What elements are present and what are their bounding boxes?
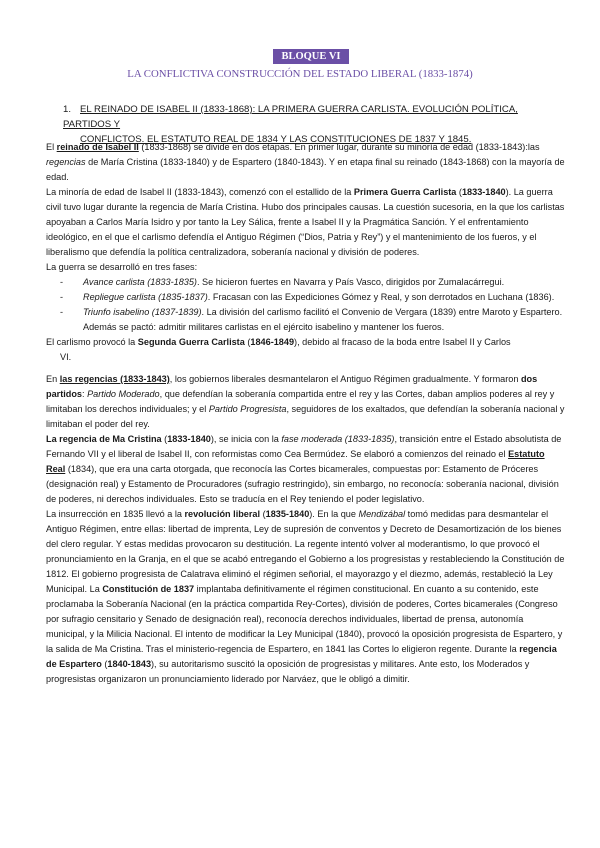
document-body — [46, 140, 566, 687]
block-title: LA CONFLICTIVA CONSTRUCCIÓN DEL ESTADO LIBERAL (1833-1874) — [127, 68, 473, 80]
phases-list — [46, 275, 566, 335]
list-item: - Repliegue carlista (1835-1837). Fracasan con las Expediciones Gómez y Real, y son derrotados en Luchana (1836). — [76, 290, 566, 305]
section-heading-line-2: CONFLICTOS. EL ESTATUTO REAL DE 1834 Y LAS CONSTITUCIONES DE 1837 Y 1845. — [80, 134, 472, 145]
list-item: - Triunfo isabelino (1837-1839). La división del carlismo facilitó el Convenio de Vergara (1839) entre Maroto y Espartero. Además se pactó: admitir militares carlistas en el ejército isabelino y mantener los fueros. — [76, 305, 566, 335]
paragraph-regencias: En las regencias (1833-1843), los gobiernos liberales desmantelaron el Antiguo Régimen gradualmente. Y formaron dos partidos: Partido Moderado, que defendían la soberanía compartida entre el rey y las Cortes, daban amplios poderes al rey y limitaban los derechos individuales; y el Partido Progresista, seguidores de los exaltados, que defendían la soberanía nacional y limitaban el poder del rey. — [46, 374, 565, 429]
paragraph-regencia-cristina: La regencia de Ma Cristina (1833-1840), se inicia con la fase moderada (1833-1835), transición entre el Estado absolutista de Fernando VII y el liberal de Isabel II, con reformistas como Cea Bermúdez. Se elaboró a comienzos del reinado el Estatuto Real (1834), que era una carta otorgada, que reconocía las Cortes bicamerales, compuestas por: Estamento de Próceres (designación real) y Estamento de Procuradores (sufragio restringido), sin embargo, no reconocía: soberanía nacional, división de poderes, ni derechos individuales. Esto se traducía en el Rey teniendo el poder legislativo. — [46, 434, 562, 504]
paragraph-segunda-guerra: El carlismo provocó la Segunda Guerra Carlista (1846-1849), debido al fracaso de la boda entre Isabel II y Carlos VI. — [46, 337, 511, 362]
paragraph-reinado: El reinado de Isabel II (1833-1868) se divide en dos etapas. En primer lugar, durante su minoría de edad (1833-1843):las regencias de María Cristina (1833-1840) y de Espartero (1840-1843). Y en etapa final su reinado (1843-1868) con la mayoría de edad. — [46, 142, 565, 182]
section-heading-line-1: 1. EL REINADO DE ISABEL II (1833-1868): LA PRIMERA GUERRA CARLISTA. EVOLUCIÓN POLÍTICA, PARTIDOS Y — [63, 104, 518, 130]
list-item: - Avance carlista (1833-1835). Se hicieron fuertes en Navarra y País Vasco, dirigidos por Zumalacárregui. — [76, 275, 566, 290]
paragraph-primera-guerra: La minoría de edad de Isabel II (1833-1843), comenzó con el estallido de la Primera Guerra Carlista (1833-1840). La guerra civil tuvo lugar durante la regencia de María Cristina. Hubo dos principales causas. La cuestión sucesoria, en la que los carlistas apoyaban a Carlos María Isidro y por tanto la Ley Sálica, frente a Isabel II y la Pragmática Sanción. Y el enfrentamiento ideológico, en el que el carlismo defendía el Antiguo Régimen (“Dios, Patria y Rey”) y el mantenimiento de los fueros, y el liberalismo que defendía la política centralizadora, soberanía nacional y división de poderes. — [46, 187, 565, 257]
paragraph-fases-intro: La guerra se desarrolló en tres fases: — [46, 262, 198, 272]
block-badge: BLOQUE VI — [273, 49, 349, 64]
paragraph-revolucion-liberal: La insurrección en 1835 llevó a la revolución liberal (1835-1840). En la que Mendizábal tomó medidas para desmantelar el Antiguo Régimen, entre ellas: libertad de imprenta, Ley de supresión de conventos y Decreto de Desamortización de los bienes del clero regular. Y estas medidas provocaron su destitución. La regente intentó volver al moderantismo, lo que provocó el pronunciamiento en la Granja, en el que se acabó entregando el Gobierno a los progresistas y restableciendo la Constitución de 1812. El gobierno progresista de Calatrava eliminó el régimen señorial, el mayorazgo y el diezmo, además, restableció la Ley Municipal. La Constitución de 1837 implantaba definitivamente el régimen constitucional. En cuanto a su contenido, este proclamaba la Soberanía Nacional (en la práctica compartida Rey-Cortes), división de poderes, Cortes bicamerales (Congreso por sufragio censitario y Senado de designación real), reconocía derechos individuales, libertad de prensa, autonomía municipal, y la Milicia Nacional. El intento de modificar la Ley Municipal (1840), provocó la oposición progresista de Espartero, y la salida de Ma Cristina. Tras el ministerio-regencia de Espartero, en 1841 las Cortes lo eligieron regente. Durante la regencia de Espartero (1840-1843), su autoritarismo suscitó la oposición de progresistas y militares. Ante esto, los Moderados y progresistas organizaron un pronunciamiento liderado por Narváez, que le obligó a dimitir. — [46, 509, 565, 684]
section-number: 1. — [63, 104, 72, 115]
